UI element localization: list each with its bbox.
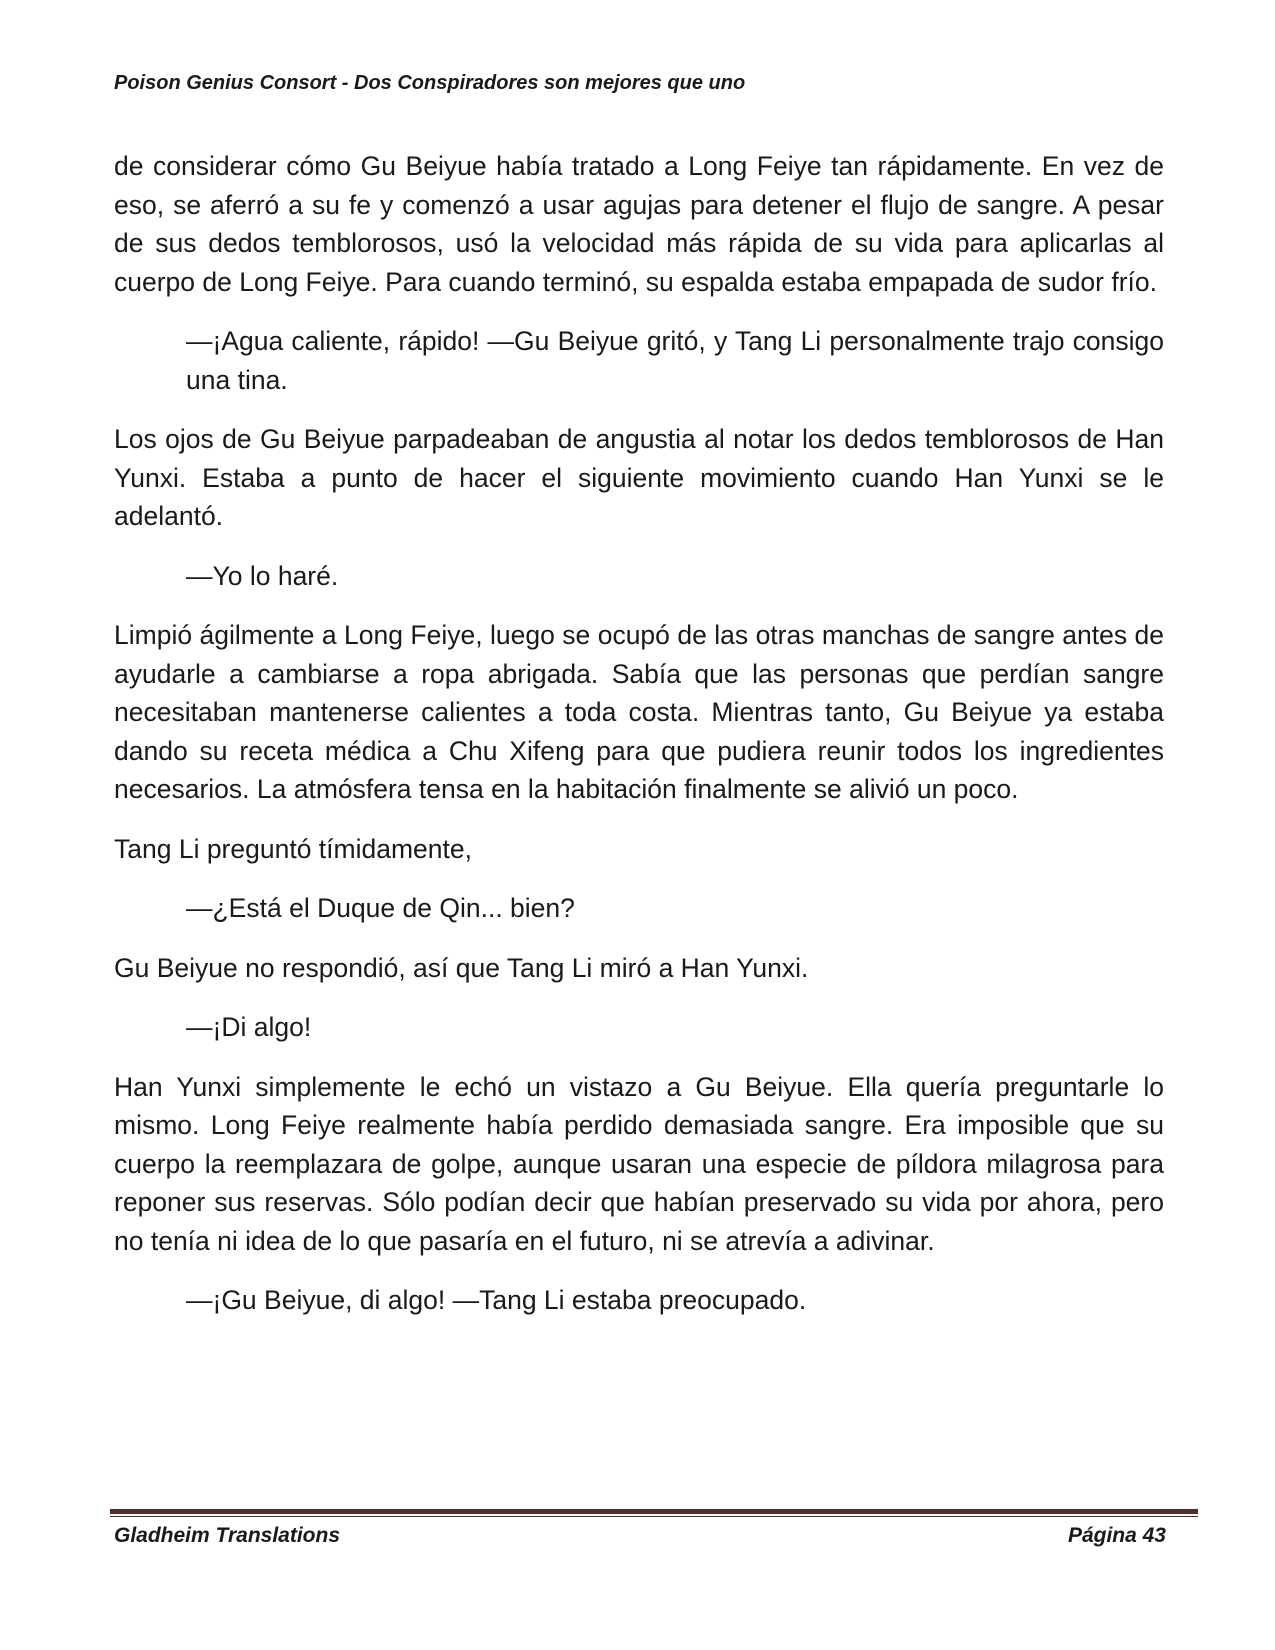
paragraph: Limpió ágilmente a Long Feiye, luego se ocupó de las otras manchas de sangre antes de ayudarle a cambiarse a ropa abrigada. Sabía que las personas que perdían sangre necesitaban mantenerse calientes a toda costa. Mientras tanto, Gu Beiyue ya estaba dando su receta médica a Chu Xifeng para que pudiera reunir todos los ingredientes necesarios. La atmósfera tensa en la habitación finalmente se alivió un poco. <box>114 620 1164 804</box>
page-header-title: Poison Genius Consort - Dos Conspiradores son mejores que uno <box>114 72 746 94</box>
paragraph: Los ojos de Gu Beiyue parpadeaban de angustia al notar los dedos temblorosos de Han Yunxi. Estaba a punto de hacer el siguiente movimiento cuando Han Yunxi se le adelantó. <box>114 424 1164 531</box>
paragraph: Han Yunxi simplemente le echó un vistazo a Gu Beiyue. Ella quería preguntarle lo mismo. Long Feiye realmente había perdido demasiada sangre. Era imposible que su cuerpo la reemplazara de golpe, aunque usaran una especie de píldora milagrosa para reponer sus reservas. Sólo podían decir que habían preservado su vida por ahora, pero no tenía ni idea de lo que pasaría en el futuro, ni se atrevía a adivinar. <box>114 1071 1164 1256</box>
footer-publisher: Gladheim Translations <box>114 1524 341 1547</box>
footer-divider-thick <box>110 1509 1198 1514</box>
dialog-paragraph: —Yo lo haré. <box>186 560 339 591</box>
paragraph: Gu Beiyue no respondió, así que Tang Li miró a Han Yunxi. <box>114 952 809 983</box>
dialog-paragraph: —¿Está el Duque de Qin... bien? <box>186 893 575 923</box>
body-text <box>114 147 1164 1341</box>
dialog-paragraph: —¡Gu Beiyue, di algo! —Tang Li estaba preocupado. <box>186 1285 807 1315</box>
dialog-paragraph: —¡Agua caliente, rápido! —Gu Beiyue gritó, y Tang Li personalmente trajo consigo una tina. <box>186 326 1164 395</box>
footer-divider-thin <box>110 1516 1198 1517</box>
paragraph: de considerar cómo Gu Beiyue había tratado a Long Feiye tan rápidamente. En vez de eso, se aferró a su fe y comenzó a usar agujas para detener el flujo de sangre. A pesar de sus dedos temblorosos, usó la velocidad más rápida de su vida para aplicarlas al cuerpo de Long Feiye. Para cuando terminó, su espalda estaba empapada de sudor frío. <box>114 151 1164 297</box>
footer-divider <box>110 1509 1198 1517</box>
dialog-paragraph: —¡Di algo! <box>186 1012 312 1042</box>
footer-page-number: Página 43 <box>1067 1524 1166 1547</box>
paragraph: Tang Li preguntó tímidamente, <box>114 833 472 864</box>
